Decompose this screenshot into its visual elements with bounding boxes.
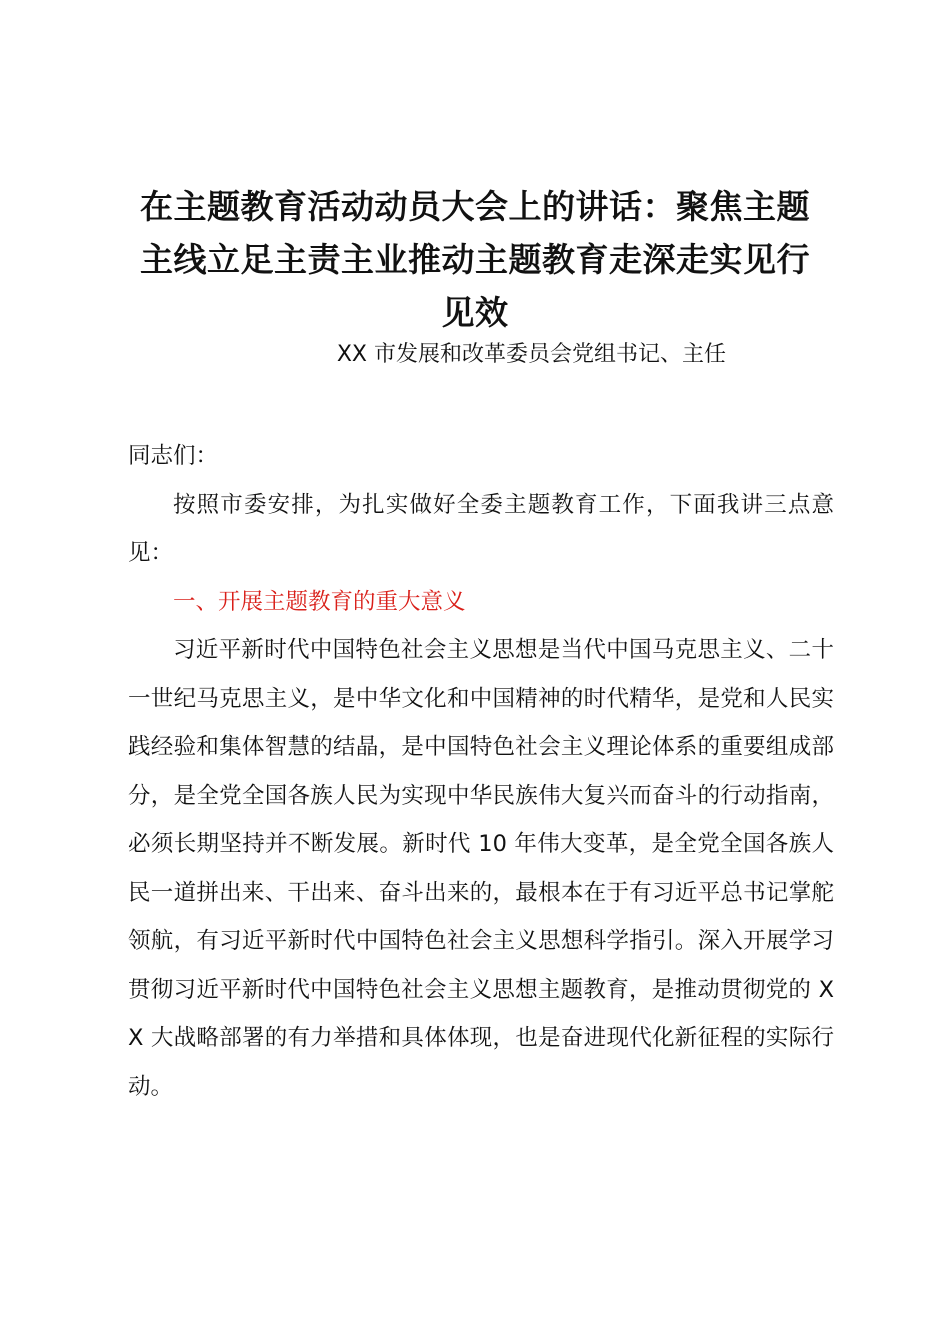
title-line-3: 见效 xyxy=(441,293,509,332)
section-paragraph: 习近平新时代中国特色社会主义思想是当代中国马克思主义、二十一世纪马克思主义，是中华文化和中国精神的时代精华，是党和人民实践经验和集体智慧的结晶，是中国特色社会主义理论体系的重要组成部分，是全党全国各族人民为实现中华民族伟大复兴而奋斗的行动指南，必须长期坚持并不断发展。新时代 10 年伟大变革，是全党全国各族人民一道拼出来、干出来、奋斗出来的，最根本在于有习近平总书记掌舵领航，有习近平新时代中国特色社会主义思想科学指引。深入开展学习贯彻习近平新时代中国特色社会主义思想主题教育，是推动贯彻党的 XX 大战略部署的有力举措和具体体现，也是奋进现代化新征程的实际行动。 xyxy=(128,637,834,1100)
document-title xyxy=(118,180,832,339)
author-line: XX 市发展和改革委员会党组书记、主任 xyxy=(336,342,726,367)
title-line-1: 在主题教育活动动员大会上的讲话：聚焦主题 xyxy=(140,187,810,226)
greeting: 同志们： xyxy=(128,443,219,469)
intro-paragraph: 按照市委安排，为扎实做好全委主题教育工作，下面我讲三点意见： xyxy=(128,491,834,566)
document-body xyxy=(128,432,834,1111)
section-heading: 一、开展主题教育的重大意义 xyxy=(173,588,466,615)
title-line-2: 主线立足主责主业推动主题教育走深走实见行 xyxy=(140,240,810,279)
